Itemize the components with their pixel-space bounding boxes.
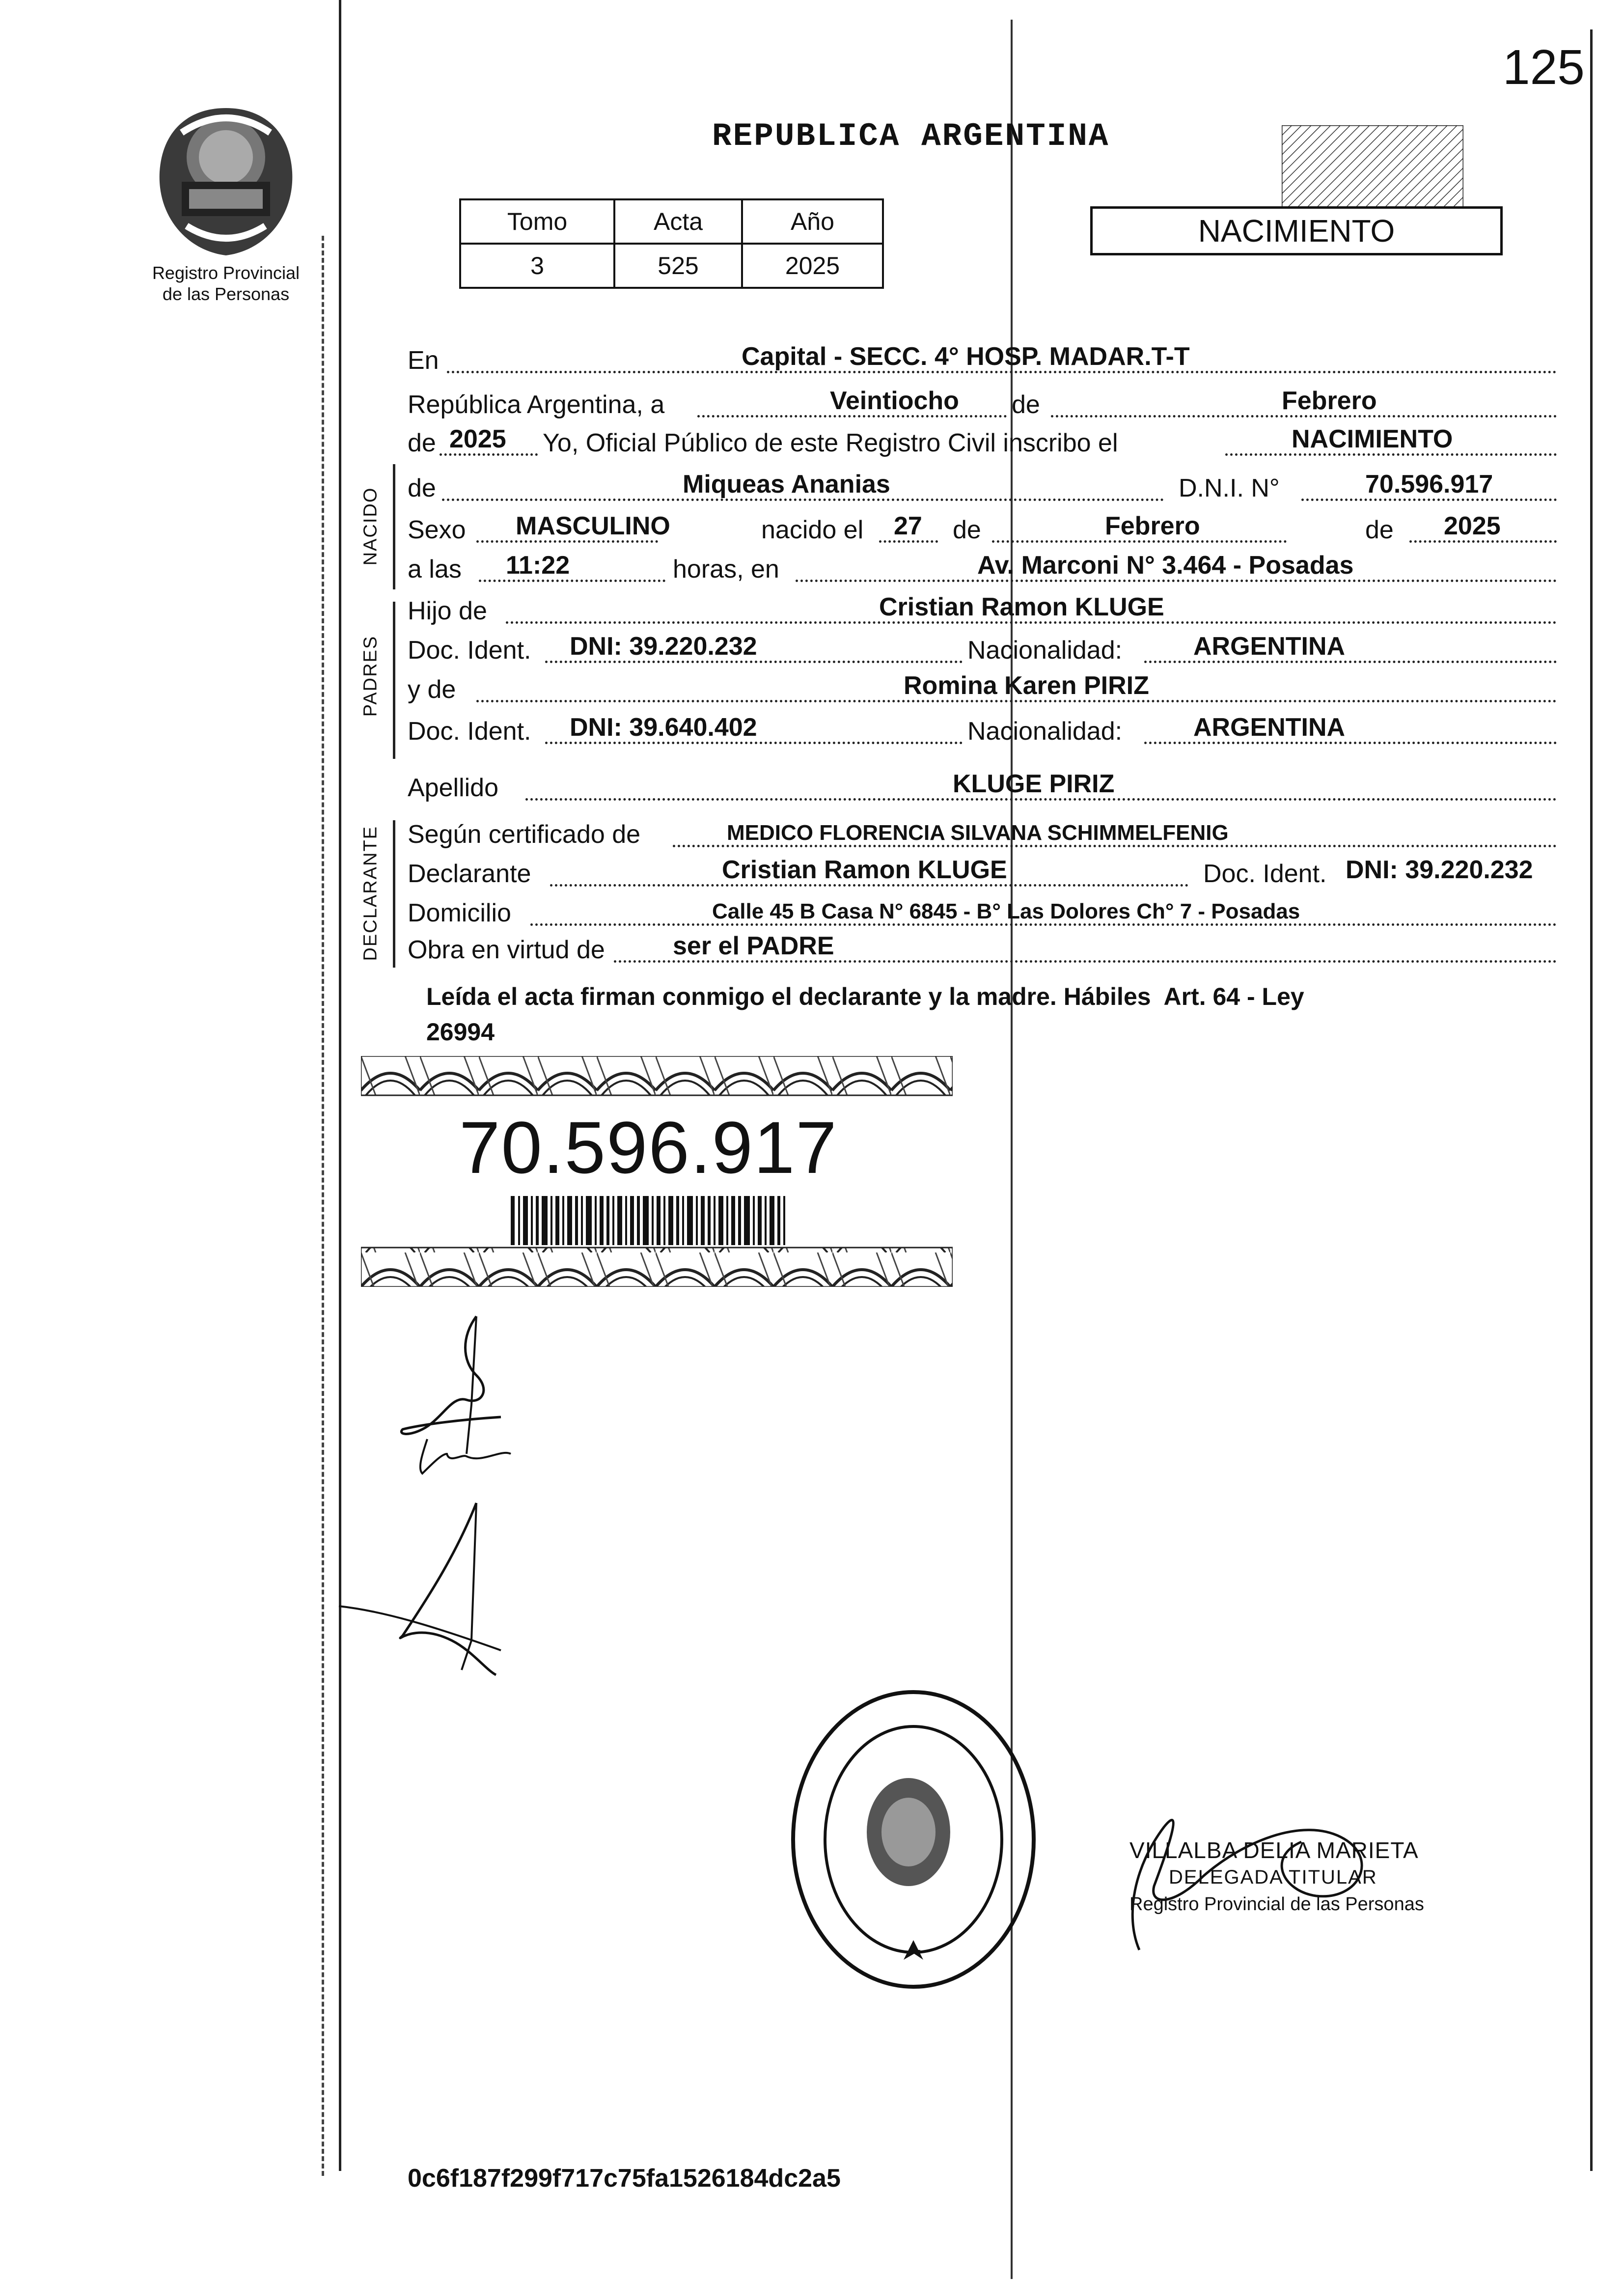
right-margin-rule <box>1590 29 1593 2171</box>
nombre-value: Miqueas Ananias <box>683 470 890 499</box>
dia-value: Veintiocho <box>830 387 959 415</box>
table-value-anio: 2025 <box>742 244 883 288</box>
row-nombre <box>408 472 1557 506</box>
official-stamp <box>786 1685 1041 1994</box>
nacido-anio: 2025 <box>1444 512 1501 540</box>
padre-doc-value: DNI: 39.220.232 <box>570 632 757 661</box>
table-value-acta: 525 <box>614 244 742 288</box>
padre-nac-value: ARGENTINA <box>1193 632 1346 661</box>
row-declarante <box>408 857 1557 891</box>
row-domicilio <box>408 896 1557 931</box>
nacido-dia: 27 <box>894 512 922 540</box>
declarante-label: Declarante <box>408 860 531 888</box>
declarante-bar <box>393 820 395 968</box>
madre-nac-value: ARGENTINA <box>1193 713 1346 742</box>
nacido-de-label: de <box>953 516 981 544</box>
row-padre-doc <box>408 634 1557 668</box>
de-label: de <box>1012 390 1040 419</box>
madre-doc-label: Doc. Ident. <box>408 717 531 746</box>
lugar-value: Av. Marconi N° 3.464 - Posadas <box>977 551 1354 580</box>
row-inscribo <box>408 426 1557 461</box>
mes-value: Febrero <box>1282 387 1377 415</box>
closing-text-line2: 26994 <box>426 1018 495 1046</box>
madre-doc-value: DNI: 39.640.402 <box>570 713 757 742</box>
domicilio-label: Domicilio <box>408 899 511 927</box>
row-madre <box>408 673 1557 707</box>
obra-label: Obra en virtud de <box>408 936 605 964</box>
declarante-value: Cristian Ramon KLUGE <box>722 856 1007 884</box>
logo-caption-line1: Registro Provincial <box>152 263 300 283</box>
officer-role: DELEGADA TITULAR <box>1169 1866 1377 1888</box>
declarante-doc-label: Doc. Ident. <box>1203 860 1327 888</box>
country-title: REPUBLICA ARGENTINA <box>712 118 1110 155</box>
officer-name: VILLALBA DELIA MARIETA <box>1129 1837 1419 1863</box>
logo-caption-line2: de las Personas <box>162 284 290 304</box>
dni-sticker-number: 70.596.917 <box>459 1106 838 1189</box>
dni-label: D.N.I. N° <box>1179 474 1280 502</box>
apellido-label: Apellido <box>408 774 499 802</box>
row-madre-doc <box>408 715 1557 749</box>
footer-hash: 0c6f187f299f717c75fa1526184dc2a5 <box>408 2164 841 2193</box>
page-number: 125 <box>1503 40 1585 95</box>
table-header-tomo: Tomo <box>460 199 614 244</box>
hijo-label: Hijo de <box>408 597 487 625</box>
doc-type-box: NACIMIENTO <box>1090 206 1503 255</box>
registry-table <box>459 198 884 289</box>
madre-nac-label: Nacionalidad: <box>967 717 1123 746</box>
declarante-doc-value: DNI: 39.220.232 <box>1346 856 1533 884</box>
side-label-declarante: DECLARANTE <box>360 826 381 961</box>
anio-value: 2025 <box>449 425 506 453</box>
row-segun <box>408 818 1557 852</box>
province-logo <box>152 103 300 260</box>
sexo-value: MASCULINO <box>516 512 670 540</box>
row-fecha <box>408 388 1557 422</box>
nacido-bar <box>393 464 395 589</box>
row-obra <box>408 933 1557 968</box>
row-sexo <box>408 513 1557 548</box>
nombre-label: de <box>408 474 436 502</box>
padre-nac-label: Nacionalidad: <box>967 636 1123 665</box>
table-value-tomo: 3 <box>460 244 614 288</box>
left-dashed-edge <box>322 236 327 2176</box>
side-label-nacido: NACIDO <box>360 487 381 566</box>
domicilio-value: Calle 45 B Casa N° 6845 - B° Las Dolores Ch° 7 - Posadas <box>712 899 1300 923</box>
left-margin-rule <box>339 0 341 2171</box>
yde-label: y de <box>408 675 456 704</box>
dni-value: 70.596.917 <box>1365 470 1493 499</box>
padres-bar <box>393 602 395 759</box>
segun-value: MEDICO FLORENCIA SILVANA SCHIMMELFENIG <box>727 821 1229 845</box>
row-en <box>408 344 1557 378</box>
table-header-acta: Acta <box>614 199 742 244</box>
security-hologram <box>1282 125 1463 209</box>
side-label-padres: PADRES <box>360 635 381 717</box>
nacido-label: nacido el <box>761 516 864 544</box>
nacido-mes: Febrero <box>1105 512 1200 540</box>
padre-doc-label: Doc. Ident. <box>408 636 531 665</box>
de-prefix: de <box>408 429 436 457</box>
row-hora <box>408 553 1557 587</box>
padre-value: Cristian Ramon KLUGE <box>879 593 1164 621</box>
obra-value: ser el PADRE <box>673 932 834 960</box>
mother-signature <box>334 1493 521 1680</box>
nacido-de2-label: de <box>1365 516 1394 544</box>
hora-value: 11:22 <box>506 551 570 580</box>
republica-label: República Argentina, a <box>408 390 665 419</box>
inscribo-label: Yo, Oficial Público de este Registro Civil inscribo el <box>543 429 1118 457</box>
table-header-anio: Año <box>742 199 883 244</box>
segun-label: Según certificado de <box>408 820 641 849</box>
row-padre <box>408 594 1557 629</box>
madre-value: Romina Karen PIRIZ <box>904 671 1149 700</box>
sexo-label: Sexo <box>408 516 466 544</box>
en-label: En <box>408 346 439 375</box>
declarant-signature <box>393 1307 540 1493</box>
horas-label: horas, en <box>673 555 779 584</box>
row-apellido <box>408 771 1557 806</box>
apellido-value: KLUGE PIRIZ <box>953 770 1115 798</box>
en-value: Capital - SECC. 4° HOSP. MADAR.T-T <box>742 342 1190 371</box>
closing-text-line1: Leída el acta firman conmigo el declarante y la madre. Hábiles Art. 64 - Ley <box>426 983 1304 1010</box>
officer-office: Registro Provincial de las Personas <box>1129 1894 1424 1915</box>
alas-label: a las <box>408 555 462 584</box>
inscribo-value: NACIMIENTO <box>1292 425 1453 453</box>
